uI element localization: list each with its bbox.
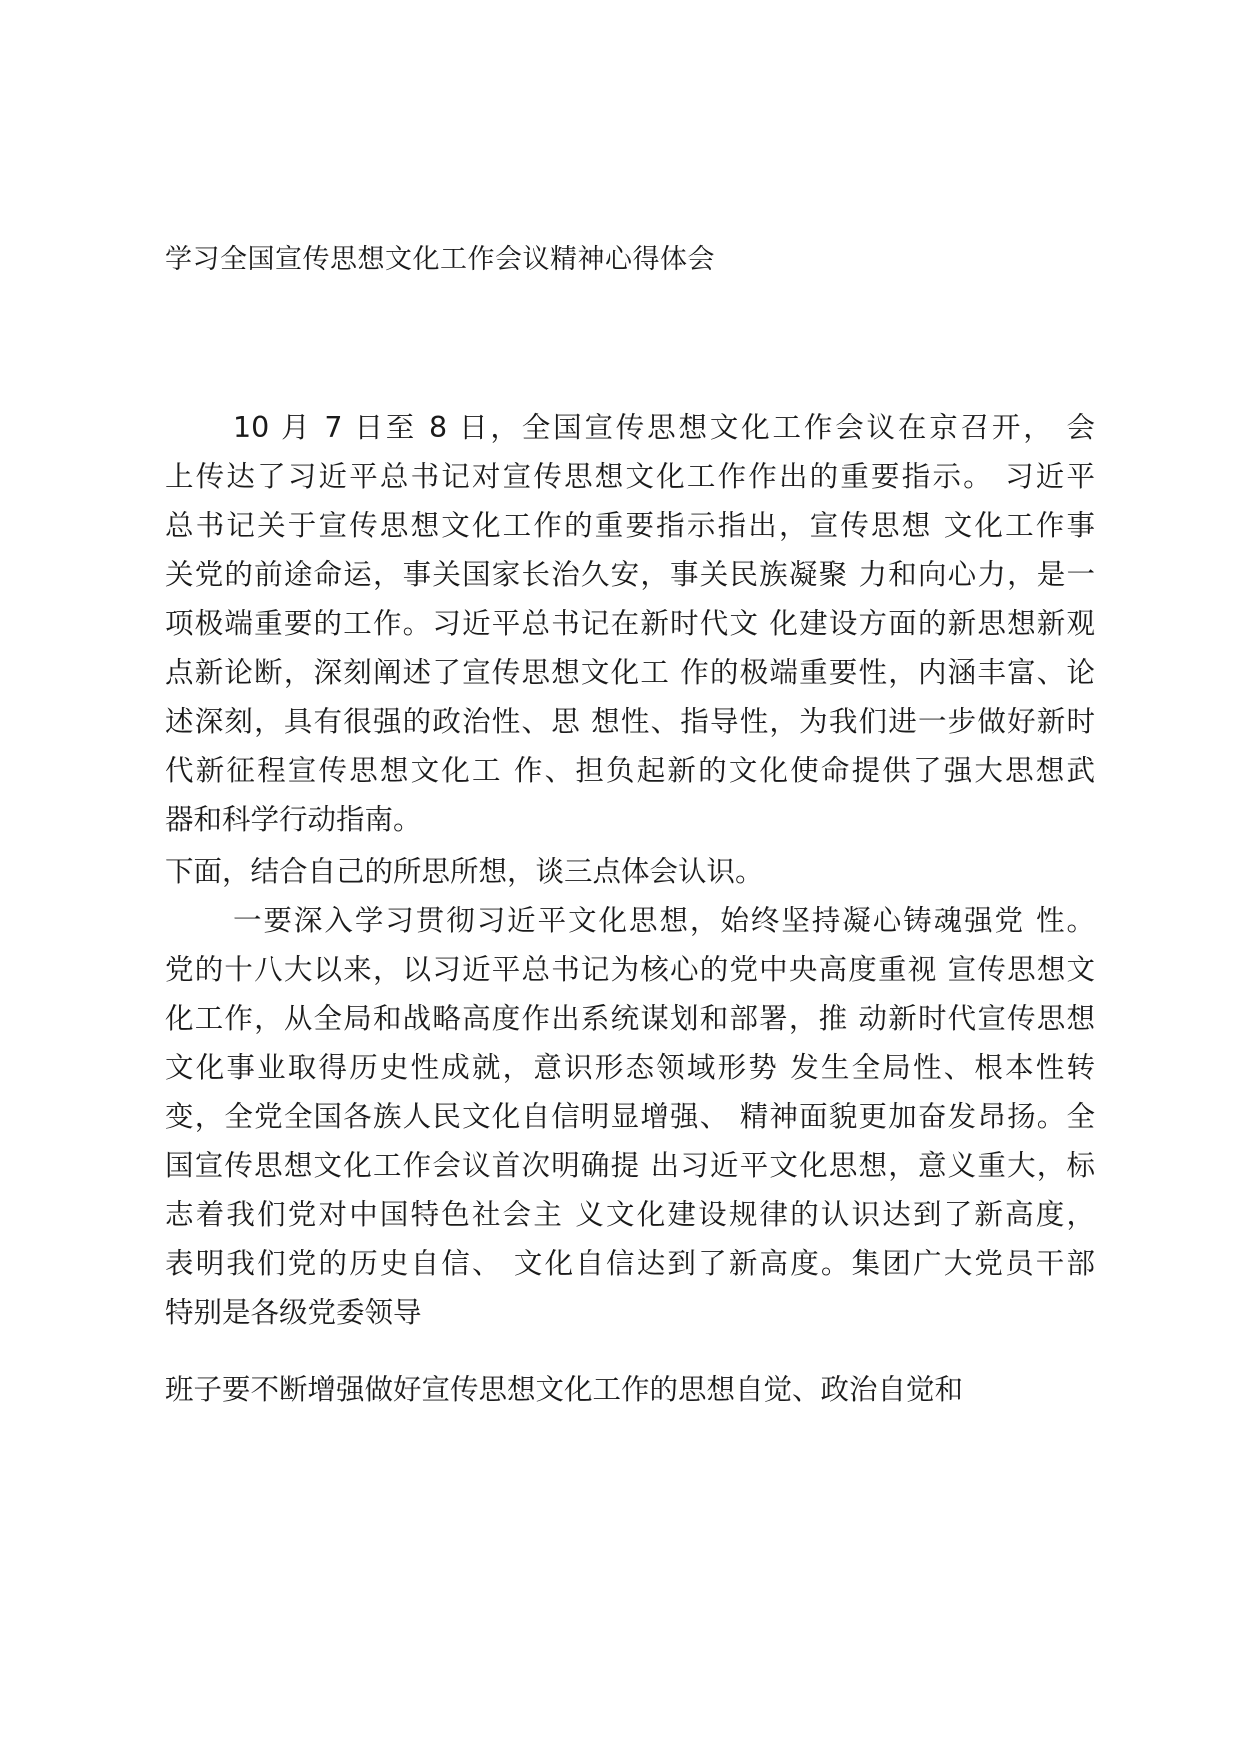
paragraph-line: 文化事业取得历史性成就，意识形态领域形势 发生全局性、根本性转 bbox=[165, 1051, 1095, 1084]
paragraph-line: 10 月 7 日至 8 日，全国宣传思想文化工作会议在京召开， 会 bbox=[233, 411, 1095, 444]
paragraph-line: 总书记关于宣传思想文化工作的重要指示指出，宣传思想 文化工作事 bbox=[165, 509, 1095, 542]
paragraph-line: 代新征程宣传思想文化工 作、担负起新的文化使命提供了强大思想武 bbox=[165, 754, 1095, 787]
paragraph-line: 上传达了习近平总书记对宣传思想文化工作作出的重要指示。 习近平 bbox=[165, 460, 1095, 493]
paragraph-line: 项极端重要的工作。习近平总书记在新时代文 化建设方面的新思想新观 bbox=[165, 607, 1095, 640]
paragraph-line: 一要深入学习贯彻习近平文化思想，始终坚持凝心铸魂强党 性。 bbox=[233, 904, 1095, 937]
paragraph-line: 特别是各级党委领导 bbox=[165, 1296, 422, 1329]
paragraph-transition: 下面，结合自己的所思所想，谈三点体会认识。 bbox=[165, 855, 764, 888]
paragraph-line: 党的十八大以来，以习近平总书记为核心的党中央高度重视 宣传思想文 bbox=[165, 953, 1095, 986]
paragraph-line: 述深刻，具有很强的政治性、思 想性、指导性，为我们进一步做好新时 bbox=[165, 705, 1095, 738]
paragraph-intro bbox=[165, 403, 1095, 844]
paragraph-point-one bbox=[165, 896, 1095, 1337]
paragraph-line: 化工作，从全局和战略高度作出系统谋划和部署，推 动新时代宣传思想 bbox=[165, 1002, 1095, 1035]
paragraph-line: 变，全党全国各族人民文化自信明显增强、 精神面貌更加奋发昂扬。全 bbox=[165, 1100, 1095, 1133]
paragraph-line: 表明我们党的历史自信、 文化自信达到了新高度。集团广大党员干部 bbox=[165, 1247, 1095, 1280]
paragraph-continuation: 班子要不断增强做好宣传思想文化工作的思想自觉、政治自觉和 bbox=[165, 1373, 964, 1406]
document-title: 学习全国宣传思想文化工作会议精神心得体会 bbox=[165, 244, 715, 275]
paragraph-line: 器和科学行动指南。 bbox=[165, 803, 422, 836]
paragraph-line: 国宣传思想文化工作会议首次明确提 出习近平文化思想，意义重大，标 bbox=[165, 1149, 1095, 1182]
paragraph-line: 点新论断，深刻阐述了宣传思想文化工 作的极端重要性，内涵丰富、论 bbox=[165, 656, 1095, 689]
paragraph-line: 关党的前途命运，事关国家长治久安，事关民族凝聚 力和向心力，是一 bbox=[165, 558, 1095, 591]
paragraph-line: 志着我们党对中国特色社会主 义文化建设规律的认识达到了新高度， bbox=[165, 1198, 1095, 1231]
